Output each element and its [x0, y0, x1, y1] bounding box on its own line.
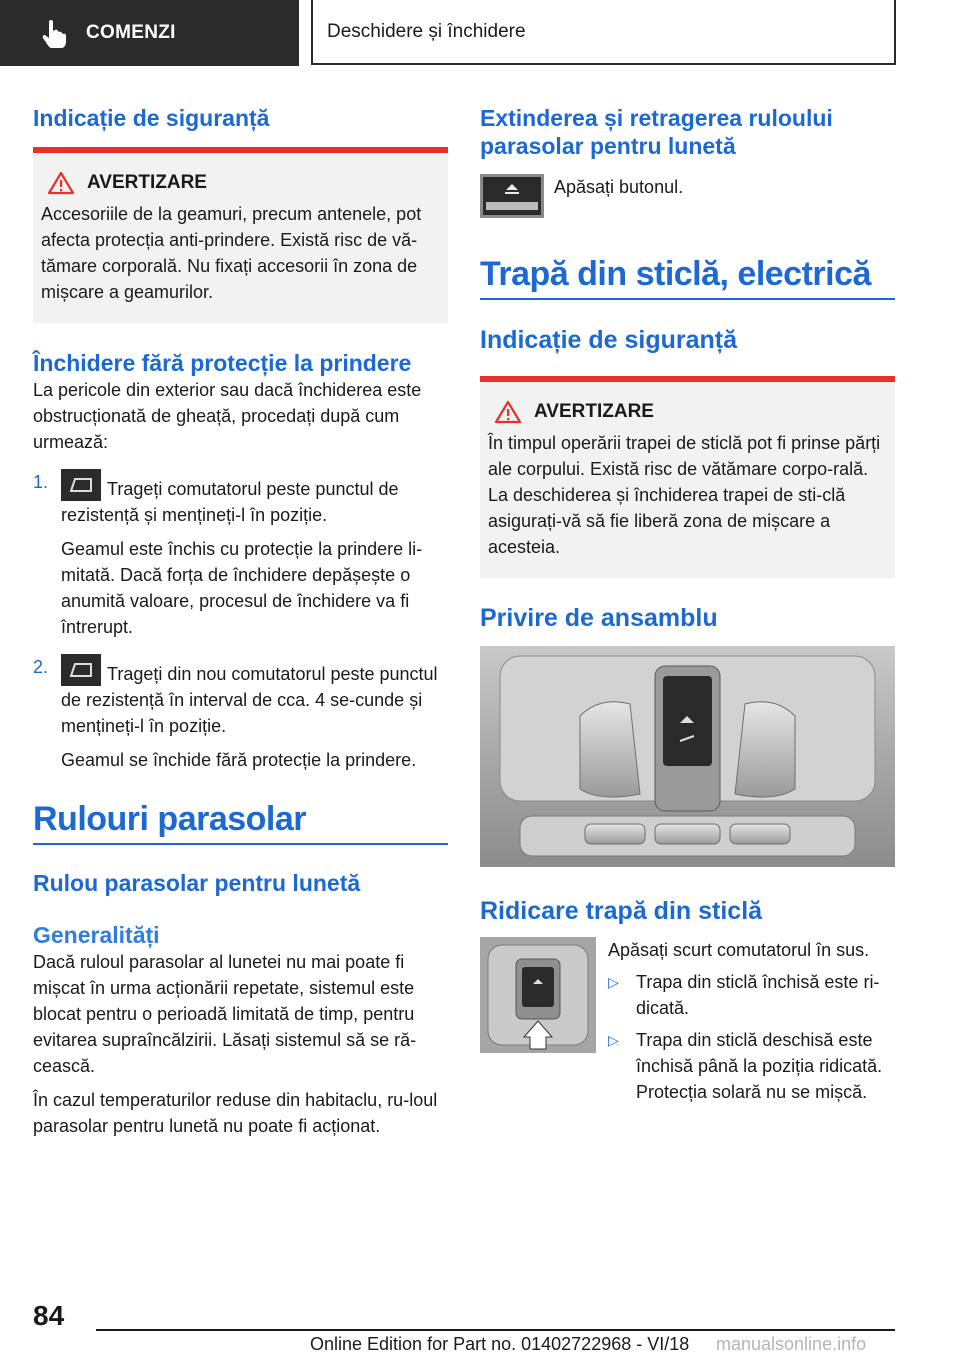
sunroof-safety-heading: Indicație de siguranță	[480, 326, 738, 354]
close-intro: La pericole din exterior sau dacă închiderea este obstrucționată de gheață, procedați după cum urmează:	[33, 380, 422, 452]
step-note: Geamul se închide fără protecție la prindere.	[61, 750, 417, 770]
step-number: 2.	[33, 657, 49, 677]
bullet-triangle-icon: ▷	[608, 974, 619, 990]
step-text: Trageți comutatorul peste punctul de rezistență și mențineți-l în poziție.	[61, 479, 399, 525]
footer-rule	[96, 1329, 895, 1331]
step-1	[33, 469, 448, 640]
warning-triangle-icon	[494, 400, 522, 424]
step-note: Geamul este închis cu protecție la prindere li-mitată. Dacă forța de închidere depășește o anumită valoare, procesul de închidere va fi întrerupt.	[61, 539, 423, 637]
rear-blind-button-image	[480, 174, 544, 218]
chapter-title: Deschidere și închidere	[311, 0, 896, 65]
section-tab	[0, 0, 299, 66]
section-label: COMENZI	[86, 22, 176, 43]
left-column	[33, 100, 448, 1139]
page-number: 84	[33, 1300, 65, 1331]
window-switch-icon	[61, 654, 101, 686]
raise-heading: Ridicare trapă din sticlă	[480, 897, 763, 925]
right-column	[480, 100, 895, 1105]
safety-heading: Indicație de siguranță	[33, 105, 270, 131]
warning-title: AVERTIZARE	[87, 172, 207, 193]
edition-text: Online Edition for Part no. 01402722968 - VI/18	[310, 1334, 690, 1354]
sunroof-switch-photo	[480, 937, 596, 1053]
warning-text: În timpul operării trapei de sticlă pot fi prinse părți ale corpului. Există risc de vătămare corpo-rală. La deschiderea și închiderea trapei de sti-clă asigurați-vă să fie liberă zona de mișcare a acesteia.	[488, 433, 881, 557]
bullet-item: ▷ Trapa din sticlă închisă este ri-dicată.	[608, 969, 895, 1021]
general-paragraph-2: În cazul temperaturilor reduse din habitaclu, ru-loul parasolar pentru lunetă nu poate fi acționat.	[33, 1090, 438, 1136]
bullet-triangle-icon: ▷	[608, 1032, 619, 1048]
warning-triangle-icon	[47, 171, 75, 195]
blinds-heading: Rulouri parasolar	[33, 799, 448, 845]
extend-heading: Extinderea și retragerea ruloului parasolar pentru lunetă	[480, 105, 833, 159]
warning-box	[480, 376, 895, 578]
raise-text: Apăsați scurt comutatorul în sus.	[608, 940, 870, 960]
bullet-item: ▷ Trapa din sticlă deschisă este închisă până la poziția ridicată. Protecția solară nu se mișcă.	[608, 1027, 895, 1105]
warning-box	[33, 147, 448, 323]
warning-title: AVERTIZARE	[534, 401, 654, 422]
step-number: 1.	[33, 472, 49, 492]
general-paragraph-1: Dacă ruloul parasolar al lunetei nu mai poate fi mișcat în urma acționării repetate, sistemul este blocat pentru o perioadă limitată de timp, pentru evitarea supraîncălzirii. Lăsați sistemul să se ră-cească.	[33, 952, 417, 1076]
watermark: manualsonline.info	[716, 1334, 867, 1354]
general-heading: Generalități	[33, 922, 160, 948]
hand-pointer-icon	[38, 18, 68, 48]
extend-text: Apăsați butonul.	[554, 177, 684, 197]
window-switch-icon	[61, 469, 101, 501]
sunroof-heading: Trapă din sticlă, electrică	[480, 254, 895, 300]
rear-blind-heading: Rulou parasolar pentru lunetă	[33, 870, 361, 896]
step-text: Trageți din nou comutatorul peste punctul de rezistență în interval de cca. 4 se-cunde și mențineți-l în poziție.	[61, 664, 438, 736]
close-heading: Închidere fără protecție la prindere	[33, 350, 412, 376]
sunroof-console-photo	[480, 646, 895, 867]
step-2	[33, 654, 448, 773]
overview-heading: Privire de ansamblu	[480, 604, 718, 632]
warning-text: Accesoriile de la geamuri, precum antenele, pot afecta protecția anti-prindere. Există risc de vă-tămare corporală. Nu fixați accesorii în zona de mișcare a geamurilor.	[41, 204, 422, 302]
